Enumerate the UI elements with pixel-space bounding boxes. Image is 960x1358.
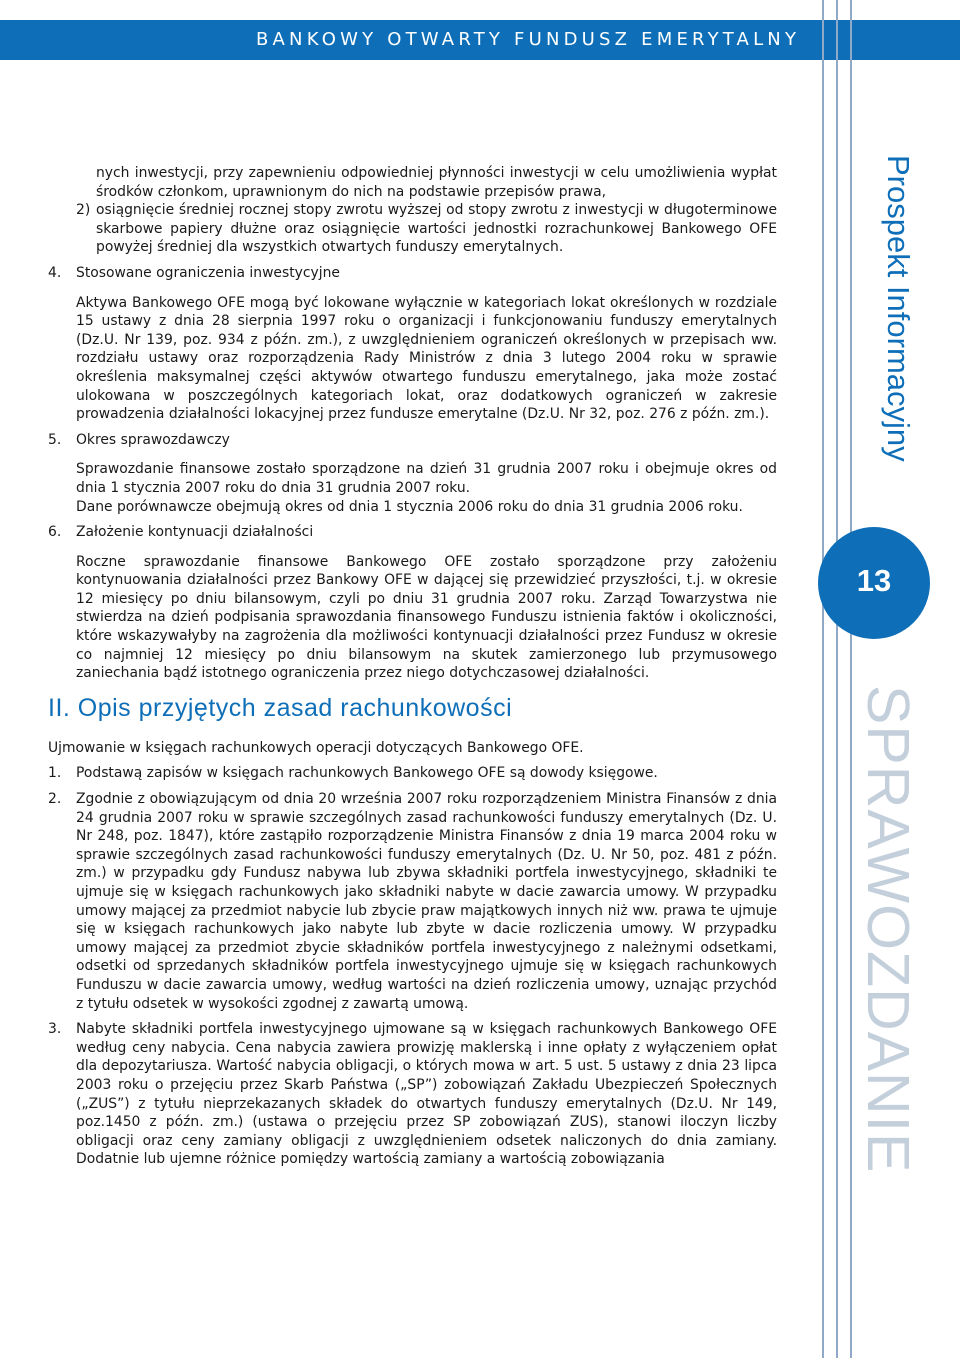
section-text-6: Roczne sprawozdanie finansowe Bankowego OFE zostało sporządzone przy założeniu kontynuowania działalności przez Bankowy OFE w dającej się przewidzieć przyszłości, t.j. w okresie 12 miesięcy po dniu bilansowym, czyli po dniu 31 grudnia 2007 roku. Zarząd Towarzystwa nie stwierdza na dzień podpisania sprawozdania finansowego Funduszu istnienia faktów i okoliczności, które wskazywałyby na zagrożenia dla możliwości kontynuacji działalności przez Fundusz w okresie co najmniej 12 miesięcy po dniu bilansowym na skutek zamierzonego lub przymusowego zaniechania bądź istotnego ograniczenia przez niego dotychczasowej działalności. <box>76 553 777 682</box>
margin-rule-2 <box>836 0 838 1358</box>
margin-rule-1 <box>822 0 824 1358</box>
margin-rule-3 <box>850 0 852 1358</box>
section-text-5b: Dane porównawcze obejmują okres od dnia 1 stycznia 2006 roku do dnia 31 grudnia 2006 roku. <box>76 498 743 515</box>
section-text-5a: Sprawozdanie finansowe zostało sporządzone na dzień 31 grudnia 2007 roku i obejmuje okres od dnia 1 stycznia 2007 roku do dnia 31 grudnia 2007 roku. <box>76 461 777 496</box>
list-item-continuation: nych inwestycji, przy zapewnieniu odpowiedniej płynności inwestycji w celu umożliwienia wypłat środków członkom, uprawnionym do nich na podstawie przepisów prawa, <box>96 165 777 200</box>
page-number: 13 <box>856 563 892 598</box>
side-title-prospekt: Prospekt Informacyjny <box>881 155 916 462</box>
header-title: BANKOWY OTWARTY FUNDUSZ EMERYTALNY <box>256 29 801 50</box>
section-heading-6: 6. Założenie kontynuacji działalności <box>48 524 314 541</box>
section-heading-4: 4. Stosowane ograniczenia inwestycyjne <box>48 264 340 281</box>
rule-item-3: 3. Nabyte składniki portfela inwestycyjnego ujmowane są w księgach rachunkowych Bankowego OFE według ceny nabycia. Cena nabycia zawiera prowizję maklerską i inne opłaty z wyłączeniem opłat dla depozytariusza. Wartość nabycia obligacji, o których mowa w art. 5 ust. 5 ustawy z dnia 23 lipca 2003 roku o przejęciu przez Skarb Państwa („SP”) zobowiązań Zakładu Ubezpieczeń Społecznych („ZUS”) z tytułu nieprzekazanych składek do otwartych funduszy emerytalnych (Dz.U. Nr 149, poz.1450 z późn. zm.) (ustawa o przejęciu przez SP zobowiązań ZUS), stanowi iloczyn liczby obligacji oraz ceny zamiany obligacji z uwzględnieniem odsetek naliczonych do dnia zamiany. Dodatnie lub ujemne różnice pomiędzy wartością zamiany a wartością zobowiązania <box>48 1021 777 1168</box>
section-heading-5: 5. Okres sprawozdawczy <box>48 431 230 448</box>
document-body <box>48 164 777 1169</box>
rule-item-1: 1. Podstawą zapisów w księgach rachunkowych Bankowego OFE są dowody księgowe. <box>48 765 658 782</box>
ujmowanie-text: Ujmowanie w księgach rachunkowych operacji dotyczących Bankowego OFE. <box>48 739 584 756</box>
rule-item-2: 2. Zgodnie z obowiązującym od dnia 20 września 2007 roku rozporządzeniem Ministra Finansów z dnia 24 grudnia 2007 roku w sprawie szczególnych zasad rachunkowości funduszy emerytalnych (Dz. U. Nr 248, poz. 1847), które zastąpiło rozporządzenie Ministra Finansów z dnia 19 marca 2004 roku w sprawie szczególnych zasad rachunkowości funduszy emerytalnych (Dz. U. Nr 50, poz. 481 z późn. zm.) w przypadku gdy Fundusz nabywa lub zbywa składniki portfela inwestycyjnego, składniki te ujmuje się w księgach rachunkowych jako składniki nabyte w dacie zawarcia umowy. W przypadku umowy mającej za przedmiot nabycie lub zbycie praw majątkowych innych niż ww. prawa te ujmuje się w księgach rachunkowych jako nabyte lub zbyte w dacie rozliczenia umowy. W przypadku umowy mającej za przedmiot zbycie składników portfela inwestycyjnego z należnymi odsetkami, odsetki od sprzedanych składników portfela inwestycyjnego ujmuje się w księgach rachunkowych Funduszu w dacie zawarcia umowy, według wartości na dzień rozliczenia umowy, uznając przychód z tytułu odsetek w wysokości zgodnej z zawartą umową. <box>48 791 777 1012</box>
section-text-4: Aktywa Bankowego OFE mogą być lokowane wyłącznie w kategoriach lokat określonych w rozdziale 15 ustawy z dnia 28 sierpnia 1997 roku o organizacji i funkcjonowaniu funduszy emerytalnych (Dz.U. Nr 139, poz. 934 z późn. zm.), z uwzględnieniem ograniczeń określonych w przepisach ww. rozdziału ustawy oraz rozporządzenia Rady Ministrów z dnia 3 lutego 2004 roku w sprawie określenia maksymalnej części aktywów otwartego funduszu emerytalnego, jaka może zostać ulokowana w poszczególnych kategoriach lokat, oraz dodatkowych ograniczeń w zakresie prowadzenia działalności lokacyjnej przez fundusze emerytalne (Dz.U. Nr 32, poz. 276 z późn. zm.). <box>76 294 777 423</box>
list-item-2: 2) osiągnięcie średniej rocznej stopy zwrotu wyższej od stopy zwrotu z inwestycji w długoterminowe skarbowe papiery dłużne oraz osiągnięcie wartości jednostki rozrachunkowej Bankowego OFE powyżej średniej dla wszystkich otwartych funduszy emerytalnych. <box>76 202 777 256</box>
side-title-sprawozdanie: SPRAWOZDANIE <box>855 685 921 1174</box>
list-item-number: 2) <box>76 202 91 219</box>
chapter-heading: II. Opis przyjętych zasad rachunkowości <box>48 693 513 722</box>
